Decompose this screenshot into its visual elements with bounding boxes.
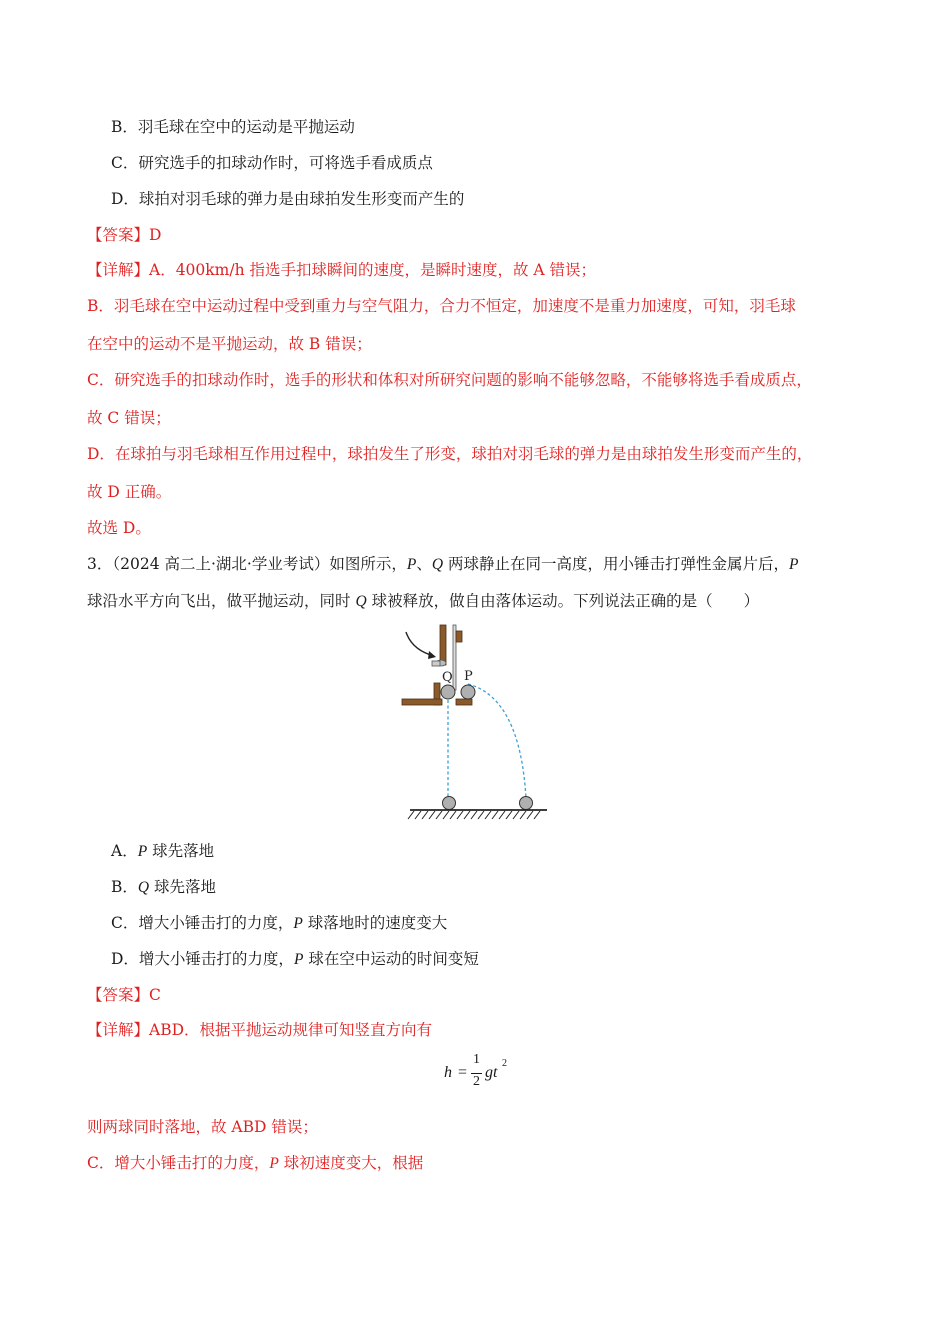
hatch-mark [492, 811, 498, 819]
q3-var-p: P [406, 556, 417, 573]
q3-stem-line1 [87, 553, 798, 576]
q2-option-b: B．羽毛球在空中的运动是平抛运动 [111, 118, 355, 136]
label-p: P [464, 669, 473, 684]
hatch-mark [415, 811, 421, 819]
formula-rhs: gt [485, 1064, 498, 1081]
q3-option-c-text: 球落地时的速度变大 [302, 914, 448, 932]
hatch-mark [513, 811, 519, 819]
formula-numerator: 1 [473, 1052, 480, 1067]
q3-stem-text2a: 球沿水平方向飞出，做平抛运动，同时 [87, 592, 356, 610]
q3-detail-c [87, 1152, 423, 1175]
support-base-left [402, 699, 442, 705]
q2-detail-b-line2: 在空中的运动不是平抛运动，故 B 错误； [87, 335, 372, 353]
elastic-strip [453, 625, 456, 690]
q3-option-b-var: Q [137, 879, 150, 896]
q3-option-a-prefix: A． [111, 842, 138, 860]
q3-option-c [111, 912, 447, 935]
q2-detail-c-line1: C．研究选手的扣球动作时，选手的形状和体积对所研究问题的影响不能够忽略，不能够将选手看成质点， [87, 371, 812, 389]
q3-after-formula: 则两球同时落地，故 ABD 错误； [87, 1118, 318, 1136]
hatch-mark [520, 811, 526, 819]
q3-var-q: Q [431, 556, 444, 573]
q3-number: 3． [87, 555, 113, 573]
hatch-mark [499, 811, 505, 819]
q2-option-c: C．研究选手的扣球动作时，可将选手看成质点 [111, 154, 433, 172]
q2-detail-a: 【详解】A．400km/h 指选手扣球瞬间的速度，是瞬时速度，故 A 错误； [87, 261, 597, 279]
q2-detail-c-line2: 故 C 错误； [87, 409, 171, 427]
q3-option-d-prefix: D．增大小锤击打的力度， [111, 950, 294, 968]
hatch-mark [534, 811, 540, 819]
hatch-mark [450, 811, 456, 819]
q3-detail-abd: 【详解】ABD．根据平抛运动规律可知竖直方向有 [87, 1021, 433, 1039]
support-base-right [456, 699, 472, 705]
q3-option-b [111, 876, 216, 899]
hatch-mark [436, 811, 442, 819]
hatch-mark [478, 811, 484, 819]
hammer-handle [440, 625, 446, 665]
ball-p-landed [520, 797, 533, 810]
projectile-experiment-figure [398, 620, 553, 825]
formula-exponent: 2 [502, 1058, 507, 1069]
q3-detail-c-prefix: C．增大小锤击打的力度， [87, 1154, 270, 1172]
q3-option-a-var: P [137, 843, 148, 860]
q3-option-a-text: 球先落地 [147, 842, 215, 860]
q3-option-c-prefix: C．增大小锤击打的力度， [111, 914, 294, 932]
q2-detail-d-line2: 故 D 正确。 [87, 483, 172, 501]
q3-option-c-var: P [293, 915, 303, 932]
formula-equals: = [458, 1064, 468, 1081]
formula-denominator: 2 [473, 1074, 480, 1089]
q3-detail-c-var: P [269, 1155, 279, 1172]
hatch-mark [408, 811, 414, 819]
q3-source: （2024 高二上·湖北·学业考试）如图所示， [112, 555, 407, 573]
hatch-mark [464, 811, 470, 819]
q3-option-d [111, 948, 479, 971]
q2-conclusion: 故选 D。 [87, 519, 151, 537]
q3-stem-text2b: 球被释放，做自由落体运动。下列说法正确的是（ ） [366, 592, 760, 610]
hatch-mark [506, 811, 512, 819]
q3-option-a [111, 840, 214, 863]
q3-option-d-text: 球在空中运动的时间变短 [303, 950, 479, 968]
ball-q [441, 685, 455, 699]
hatch-mark [443, 811, 449, 819]
q3-detail-c-text: 球初速度变大，根据 [278, 1154, 424, 1172]
formula-lhs: h [444, 1064, 452, 1081]
hatch-mark [527, 811, 533, 819]
ground-hatching [408, 811, 540, 819]
q2-detail-d-line1: D．在球拍与羽毛球相互作用过程中，球拍发生了形变，球拍对羽毛球的弹力是由球拍发生形变而产生的， [87, 445, 813, 463]
strip-holder [456, 631, 462, 642]
q3-stem-line2 [87, 590, 759, 613]
hatch-mark [429, 811, 435, 819]
free-fall-formula [444, 1052, 514, 1100]
q3-stem-text1: 两球静止在同一高度，用小锤击打弹性金属片后， [443, 555, 789, 573]
q3-option-d-var: P [293, 951, 304, 968]
hatch-mark [485, 811, 491, 819]
q3-sep: 、 [416, 555, 432, 573]
ball-p [461, 685, 475, 699]
label-q: Q [442, 670, 453, 685]
hammer-tip [432, 661, 440, 666]
q3-option-b-text: 球先落地 [149, 878, 217, 896]
q3-option-b-prefix: B． [111, 878, 138, 896]
q3-answer: 【答案】C [87, 986, 161, 1004]
arrow-head [428, 651, 436, 659]
hatch-mark [422, 811, 428, 819]
hatch-mark [471, 811, 477, 819]
ball-q-landed [443, 797, 456, 810]
p-projectile-path [468, 684, 526, 798]
q2-answer: 【答案】D [87, 226, 162, 244]
q3-var-q2: Q [355, 593, 367, 610]
q2-option-d: D．球拍对羽毛球的弹力是由球拍发生形变而产生的 [111, 190, 465, 208]
q3-var-p2: P [788, 556, 799, 573]
hatch-mark [457, 811, 463, 819]
q2-detail-b-line1: B．羽毛球在空中运动过程中受到重力与空气阻力，合力不恒定，加速度不是重力加速度，可知，羽毛球 [87, 297, 796, 315]
